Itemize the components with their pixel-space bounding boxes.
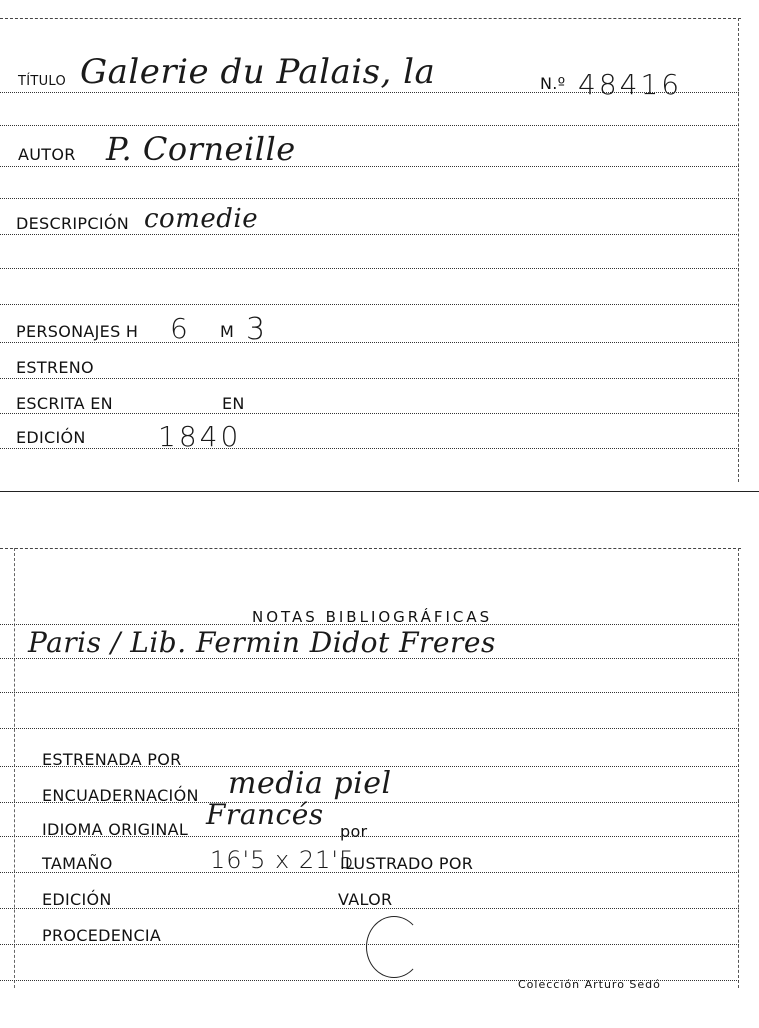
personajes-label: PERSONAJES H (16, 322, 139, 341)
edicion-back-label: EDICIÓN (42, 890, 112, 909)
por-label: por (340, 822, 368, 841)
rule (0, 268, 739, 269)
autor-label: AUTOR (18, 145, 76, 164)
rule-escrita (0, 413, 739, 414)
rule-edicion (0, 448, 739, 449)
ilustrado-label: ILUSTRADO POR (340, 854, 474, 873)
en-label: EN (222, 394, 245, 413)
estrenada-label: ESTRENADA POR (42, 750, 182, 769)
notas-value: Paris / Lib. Fermin Didot Freres (28, 626, 496, 659)
edicion-label: EDICIÓN (16, 428, 86, 447)
personajes-m-value: 3 (246, 312, 269, 347)
back-card-left-border (14, 548, 15, 988)
rule-descripcion (0, 234, 739, 235)
ink-mark (366, 916, 422, 978)
titulo-value: Galerie du Palais, la (80, 52, 436, 92)
front-card-top-border (0, 18, 741, 19)
back-card-top-border (0, 548, 741, 549)
idioma-value: Francés (206, 798, 324, 831)
edicion-value: 1840 (158, 420, 242, 453)
personajes-h-value: 6 (170, 312, 191, 345)
procedencia-label: PROCEDENCIA (42, 926, 162, 945)
tamano-value: 16'5 x 21'5 (210, 846, 356, 874)
titulo-label: TÍTULO (18, 74, 67, 89)
descripcion-value: comedie (144, 204, 259, 234)
rule (0, 728, 739, 729)
numero-value: 48416 (578, 68, 683, 101)
encuadernacion-label: ENCUADERNACIÓN (42, 786, 199, 805)
escrita-en-label: ESCRITA EN (16, 394, 113, 413)
estreno-label: ESTRENO (16, 358, 94, 377)
back-card (0, 540, 759, 1028)
rule (0, 304, 739, 305)
back-card-right-border (738, 548, 739, 988)
front-card (0, 0, 759, 492)
collection-footer: Colección Arturo Sedó (518, 978, 661, 991)
rule-personajes (0, 342, 739, 343)
valor-label: VALOR (338, 890, 393, 909)
personajes-m-label: M (220, 322, 235, 341)
rule (0, 125, 739, 126)
autor-value: P. Corneille (106, 130, 296, 168)
notas-heading: NOTAS BIBLIOGRÁFICAS (252, 608, 493, 626)
descripcion-label: DESCRIPCIÓN (16, 214, 129, 233)
encuadernacion-value: media piel (228, 766, 392, 801)
card-separator (0, 491, 759, 492)
rule-estreno (0, 378, 739, 379)
numero-label: N.º (540, 74, 566, 93)
idioma-label: IDIOMA ORIGINAL (42, 820, 189, 839)
tamano-label: TAMAÑO (42, 854, 113, 873)
rule (0, 198, 739, 199)
rule (0, 692, 739, 693)
